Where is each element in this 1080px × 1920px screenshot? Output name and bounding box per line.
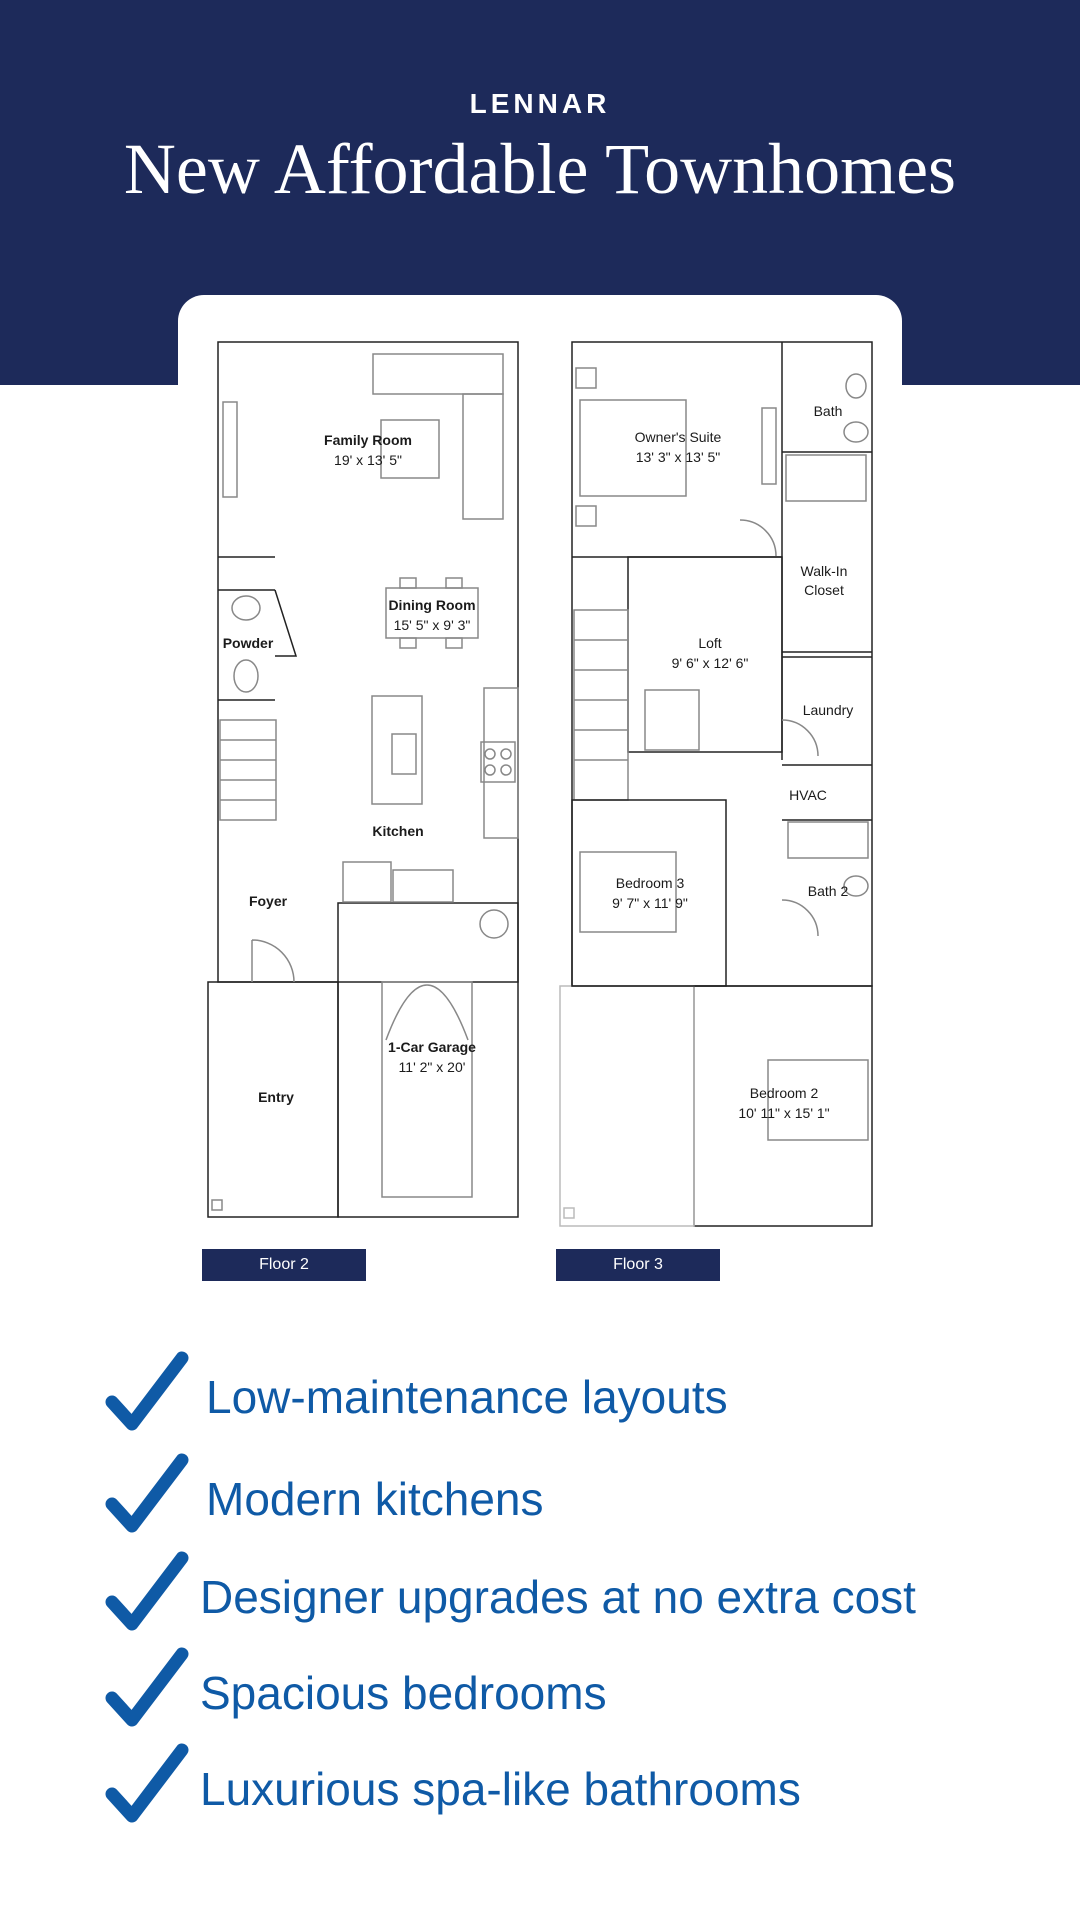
bedroom3-label: Bedroom 3 — [615, 875, 685, 891]
garage-label: 1-Car Garage — [388, 1039, 476, 1055]
bath-label: Bath — [813, 403, 843, 419]
owners-suite-dims: 13' 3" x 13' 5" — [635, 449, 721, 465]
feature-label: Modern kitchens — [206, 1473, 544, 1525]
laundry-label: Laundry — [802, 702, 854, 718]
checkmark-icon — [104, 1350, 194, 1440]
family-room-dims: 19' x 13' 5" — [334, 452, 402, 468]
bedroom3-dims: 9' 7" x 11' 9" — [612, 895, 688, 911]
loft-dims: 9' 6" x 12' 6" — [671, 655, 749, 671]
feature-label: Designer upgrades at no extra cost — [200, 1571, 916, 1623]
floor2-plan — [208, 342, 518, 1217]
floor3-plan — [560, 342, 872, 1226]
feature-label: Luxurious spa-like bathrooms — [200, 1763, 801, 1815]
entry-label: Entry — [258, 1089, 294, 1105]
family-room-label: Family Room — [324, 432, 412, 448]
dining-room-label: Dining Room — [388, 597, 476, 613]
garage-dims: 11' 2" x 20' — [398, 1059, 466, 1075]
checkmark-icon — [104, 1550, 194, 1640]
feature-item — [0, 1646, 1080, 1736]
checkmark-icon — [104, 1452, 194, 1542]
bedroom2-label: Bedroom 2 — [749, 1085, 819, 1101]
feature-label: Spacious bedrooms — [200, 1667, 607, 1719]
floor2-tag: Floor 2 — [202, 1249, 366, 1281]
feature-item — [0, 1550, 1080, 1640]
closet-label: Closet — [804, 582, 844, 598]
loft-label: Loft — [698, 635, 722, 651]
walk-in-label: Walk-In — [800, 563, 848, 579]
powder-label: Powder — [222, 635, 274, 651]
feature-item — [0, 1742, 1080, 1832]
feature-label: Low-maintenance layouts — [206, 1371, 728, 1423]
kitchen-label: Kitchen — [372, 823, 424, 839]
feature-item — [0, 1452, 1080, 1542]
foyer-label: Foyer — [248, 893, 288, 909]
hvac-label: HVAC — [789, 787, 827, 803]
checkmark-icon — [104, 1646, 194, 1736]
page-headline: New Affordable Townhomes — [123, 129, 957, 209]
bath2-label: Bath 2 — [807, 883, 849, 899]
floor3-tag: Floor 3 — [556, 1249, 720, 1281]
dining-room-dims: 15' 5" x 9' 3" — [393, 617, 471, 633]
owners-suite-label: Owner's Suite — [634, 429, 722, 445]
feature-item — [0, 1350, 1080, 1440]
checkmark-icon — [104, 1742, 194, 1832]
brand-logo: LENNAR — [469, 88, 611, 119]
bedroom2-dims: 10' 11" x 15' 1" — [738, 1105, 830, 1121]
